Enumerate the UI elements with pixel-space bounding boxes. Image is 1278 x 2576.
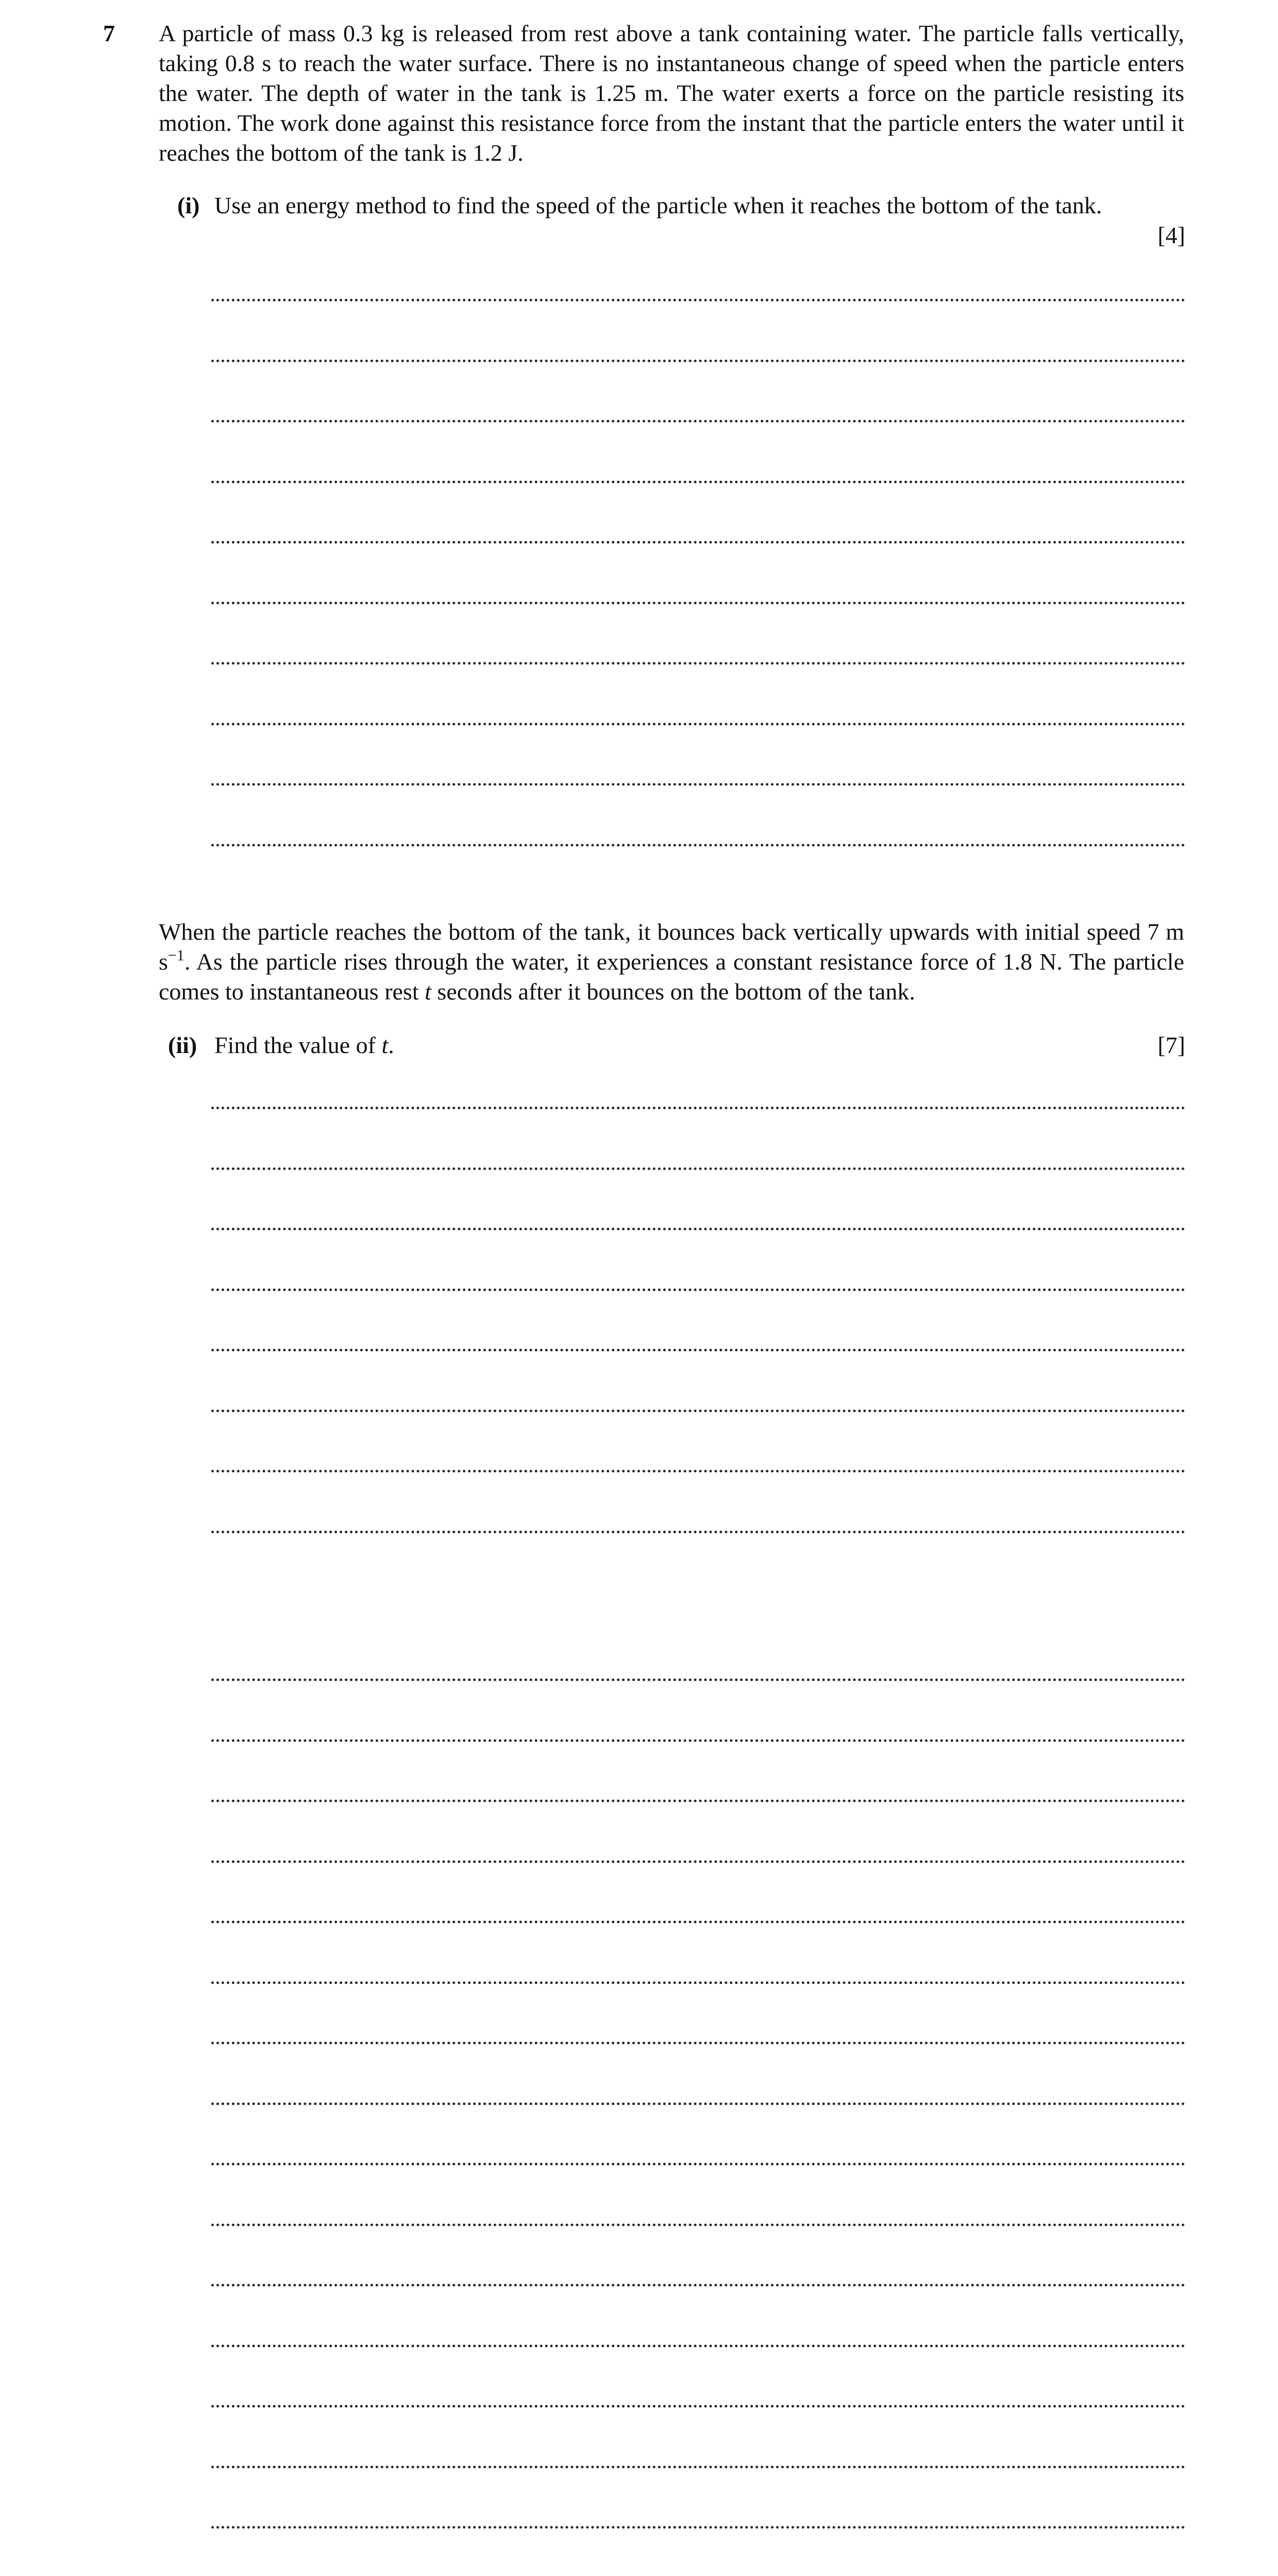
answer-line[interactable] [211, 541, 1185, 544]
answer-line[interactable] [211, 481, 1185, 483]
answer-line[interactable] [211, 2042, 1185, 2044]
answer-line[interactable] [211, 1167, 1185, 1170]
answer-line[interactable] [211, 1470, 1185, 1472]
part-i-text: Use an energy method to find the speed of the particle when it reaches the bottom of the tank. [214, 192, 1102, 218]
part-i-marks: [4] [1157, 222, 1185, 248]
bounce-text-a: When the particle reaches the bottom of the tank, it bounces back vertically upwards with initial speed 7 m s [159, 919, 1184, 975]
question-number: 7 [103, 20, 115, 46]
answer-line[interactable] [211, 1921, 1185, 1923]
answer-line[interactable] [211, 723, 1185, 725]
answer-line[interactable] [211, 2284, 1185, 2286]
answer-line[interactable] [211, 602, 1185, 604]
unit-exponent: −1 [167, 947, 184, 964]
answer-line[interactable] [211, 662, 1185, 665]
part-i-label: (i) [177, 192, 200, 218]
part-ii-marks: [7] [1157, 1032, 1185, 1058]
answer-line[interactable] [211, 420, 1185, 422]
answer-line[interactable] [211, 1228, 1185, 1230]
answer-line[interactable] [211, 1349, 1185, 1351]
answer-line[interactable] [211, 1531, 1185, 1533]
answer-line[interactable] [211, 2405, 1185, 2408]
variable-t-ii: t [381, 1032, 389, 1058]
answer-line[interactable] [211, 1107, 1185, 1109]
part-ii-text: Find the value of t. [214, 1032, 394, 1058]
variable-t: t [425, 978, 431, 1005]
intro-paragraph: A particle of mass 0.3 kg is released from rest above a tank containing water. The particle falls vertically, taking 0.8 s to reach the water surface. There is no instantaneous change of speed when the particle enters the water. The depth of water in the tank is 1.25 m. The water exerts a force on the particle resisting its motion. The work done against this resistance force from the instant that the particle enters the water until it reaches the bottom of the tank is 1.2 J. [159, 20, 1184, 166]
answer-line[interactable] [211, 1800, 1185, 1802]
answer-line[interactable] [211, 2103, 1185, 2105]
answer-line[interactable] [211, 783, 1185, 786]
answer-line[interactable] [211, 1410, 1185, 1412]
bounce-text-b: . As the particle rises through the water, it experiences a constant resistance force of 1.8 N. The particle comes to instantaneous rest [159, 948, 1184, 1005]
answer-line[interactable] [211, 1981, 1185, 1984]
answer-line[interactable] [211, 2526, 1185, 2529]
bounce-text-c: seconds after it bounces on the bottom of the tank. [431, 978, 915, 1005]
answer-line[interactable] [211, 1289, 1185, 1291]
answer-line[interactable] [211, 299, 1185, 301]
bounce-paragraph [159, 917, 1184, 1007]
answer-line[interactable] [211, 1739, 1185, 1742]
answer-line[interactable] [211, 2345, 1185, 2347]
answer-line[interactable] [211, 2224, 1185, 2226]
question-intro [159, 19, 1184, 168]
answer-line[interactable] [211, 1679, 1185, 1681]
answer-line[interactable] [211, 2466, 1185, 2468]
part-ii-label: (ii) [168, 1032, 197, 1058]
answer-line[interactable] [211, 360, 1185, 362]
answer-line[interactable] [211, 844, 1185, 846]
answer-line[interactable] [211, 2163, 1185, 2165]
answer-line[interactable] [211, 1860, 1185, 1863]
